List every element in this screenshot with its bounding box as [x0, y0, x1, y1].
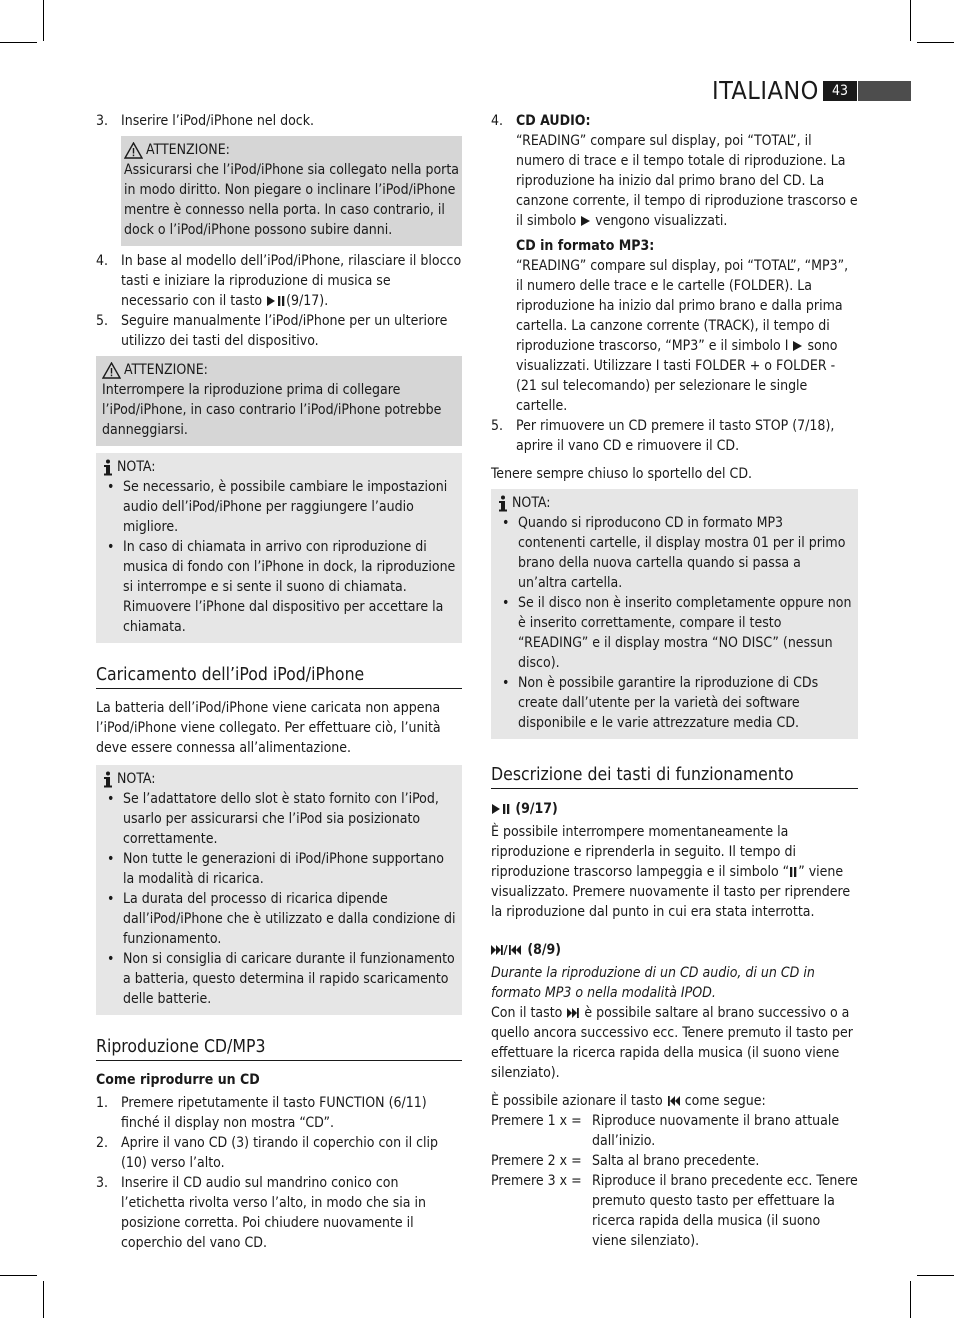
step-number: 4. — [491, 113, 504, 129]
page-number: 43 — [823, 81, 857, 101]
note-item: • Se necessario, è possibile cambiare le impostazioni audio dell’iPod/iPhone per raggiungere l’audio migliore. — [102, 477, 456, 537]
note-item: • Se il disco non è inserito completamente oppure non è inserito correttamente, compare il testo “READING” e il display mostra “NO DISC” (nessun disco). — [497, 593, 852, 673]
crop-mark — [910, 0, 911, 41]
crop-mark — [917, 1275, 954, 1276]
play-pause-icon — [491, 803, 511, 815]
cd-audio-title: CD AUDIO: — [516, 113, 591, 129]
note-item: • Non tutte le generazioni di iPod/iPhone supportano la modalità di ricarica. — [102, 849, 456, 889]
note-list — [102, 477, 456, 637]
crop-mark — [0, 1275, 37, 1276]
warning-box — [121, 136, 462, 246]
note-item: • Non è possibile garantire la riproduzione di CDs create dall’utente per la varietà dei software disponibile e le varie attrezzature media CD. — [497, 673, 852, 733]
press-row: Premere 2 x = Salta al brano precedente. — [491, 1153, 760, 1169]
prev-key-intro: È possibile azionare il tasto come segue: — [491, 1093, 766, 1109]
note-item: • Se l’adattatore dello slot è stato fornito con l’iPod, usarlo per assicurarsi che l’iPod sia posizionato correttamente. — [102, 789, 456, 849]
info-icon — [102, 459, 114, 476]
press-row: Premere 3 x = Riproduce il brano precedente ecc. Tenere premuto questo tasto per effettuare la ricerca rapida della musica (il suono viene silenziato). — [491, 1173, 858, 1249]
play-key-label: (9/17) — [491, 799, 858, 819]
note-item: • Quando si riproducono CD in formato MP3 contenenti cartelle, il display mostra 01 per il primo brano della nuova cartella quando si passa a un’altra cartella. — [497, 513, 852, 593]
skip-key-text: Con il tasto è possibile saltare al brano successivo o a quello ancora successivo ecc. Tenere premuto il tasto per effettuare la ricerca rapida della musica (il suono viene silenziato). — [491, 1005, 853, 1081]
press-row: Premere 1 x = Riproduce nuovamente il brano attuale dall’inizio. — [491, 1113, 840, 1149]
note-list — [102, 789, 456, 1009]
note-box — [96, 765, 462, 1015]
step-number: 5. — [96, 313, 109, 329]
warning-title: ATTENZIONE: — [102, 360, 456, 380]
cd-audio-text: “READING” compare sul display, poi “TOTAL”, il numero di trace e il tempo totale di riproduzione. La riproduzione ha inizio dal primo brano del CD. La canzone corrente, il tempo di riproduzione trascorso e il simbolo vengono visualizzati. — [516, 133, 858, 229]
section-heading-keys: Descrizione dei tasti di funzionamento — [491, 763, 858, 789]
step-text: Seguire manualmente l’iPod/iPhone per un ulteriore utilizzo dei tasti del dispositivo. — [121, 313, 448, 349]
step-text: Inserire l’iPod/iPhone nel dock. — [121, 113, 315, 129]
warning-text: Interrompere la riproduzione prima di collegare l’iPod/iPhone, in caso contrario l’iPod/iPhone potrebbe danneggiarsi. — [102, 382, 442, 438]
mp3-text: “READING” compare sul display, poi “TOTAL”, “MP3”, il numero delle trace e le cartelle (FOLDER). La riproduzione ha inizio dal primo brano e dalla prima cartella. La canzone corrente (TRACK), il tempo di riproduzione trascorso, “MP3” e il simbolo I sono visualizzati. Utilizzare I tasti FOLDER + o FOLDER - (21 sul telecomando) per selezionare le single cartelle. — [516, 258, 849, 414]
step-4-unlock: 4. In base al modello dell’iPod/iPhone, rilasciare il blocco tasti e iniziare la riproduzione di musica se necessario con il tasto (9/17). — [96, 253, 462, 309]
crop-mark — [43, 1281, 44, 1318]
note-item: • Non si consiglia di caricare durante il funzionamento a batteria, questo determina il rapido scaricamento delle batterie. — [102, 949, 456, 1009]
left-column — [96, 111, 462, 1253]
note-item: • In caso di chiamata in arrivo con riproduzione di musica di fondo con l’iPhone in dock, la riproduzione si interrompe e si sente il suono di chiamata. Rimuovere l’iPhone dal dispositivo per accettare la chiamata. — [102, 537, 456, 637]
note-title: NOTA: — [497, 493, 852, 513]
crop-mark — [0, 42, 37, 43]
play-icon — [792, 340, 803, 352]
note-item: • La durata del processo di ricarica dipende dall’iPod/iPhone che è utilizzato e dalla condizione di funzionamento. — [102, 889, 456, 949]
skip-key-italic: Durante la riproduzione di un CD audio, di un CD in formato MP3 o nella modalità IPOD. — [491, 965, 815, 1001]
step-number: 3. — [96, 113, 109, 129]
section-heading-cd-mp3: Riproduzione CD/MP3 — [96, 1035, 462, 1061]
play-pause-icon — [266, 295, 286, 307]
mp3-title: CD in formato MP3: — [516, 238, 655, 254]
next-prev-icon — [491, 944, 523, 956]
crop-mark — [917, 42, 954, 43]
note-box — [491, 489, 858, 739]
warning-box — [96, 356, 462, 446]
cd-step: 3. Inserire il CD audio sul mandrino conico con l’etichetta rivolta verso l’alto, in modo che sia in posizione corretta. Poi chiudere nuovamente il coperchio del vano CD. — [96, 1175, 426, 1251]
step-3-insert — [96, 111, 462, 131]
pause-icon — [789, 866, 798, 878]
keep-closed-text: Tenere sempre chiuso lo sportello del CD. — [491, 466, 753, 482]
subheading-how-to-play: Come riprodurre un CD — [96, 1072, 260, 1088]
section-heading-charging: Caricamento dell’iPod iPod/iPhone — [96, 663, 462, 689]
crop-mark — [43, 0, 44, 41]
step-number: 5. — [491, 418, 504, 434]
note-box — [96, 453, 462, 643]
crop-mark — [910, 1281, 911, 1318]
warning-text: Assicurarsi che l’iPod/iPhone sia collegato nella porta in modo diritto. Non piegare o inclinare l’iPod/iPhone mentre è connesso nella porta. In caso contrario, il dock o l’iPod/iPhone possono subire danni. — [124, 162, 459, 238]
warning-icon — [124, 142, 143, 159]
step-5-remove-cd: 5. Per rimuovere un CD premere il tasto STOP (7/18), aprire il vano CD e rimuovere il CD. — [491, 418, 835, 454]
cd-step: 2. Aprire il vano CD (3) tirando il coperchio con il clip (10) verso l’alto. — [96, 1135, 439, 1171]
page-language-title: ITALIANO — [712, 76, 819, 105]
play-icon — [580, 215, 591, 227]
warning-box-1-wrap — [96, 136, 462, 246]
step-number: 4. — [96, 253, 109, 269]
warning-icon — [102, 362, 121, 379]
next-icon — [566, 1007, 580, 1019]
header-bar — [858, 81, 911, 101]
right-column — [491, 111, 858, 1251]
cd-step: 1. Premere ripetutamente il tasto FUNCTION (6/11) finché il display non mostra “CD”. — [96, 1095, 427, 1131]
note-title: NOTA: — [102, 769, 456, 789]
press-table — [491, 1111, 858, 1251]
info-icon — [497, 495, 509, 512]
warning-title: ATTENZIONE: — [124, 140, 459, 160]
previous-icon — [667, 1095, 681, 1107]
play-key-text: È possibile interrompere momentaneamente la riproduzione e riprenderla in seguito. Il tempo di riproduzione trascorso lampeggia e il simbolo “ ” viene visualizzato. Premere nuovamente il tasto per riprendere la riproduzione dal punto in cui era stata interrotta. — [491, 824, 851, 920]
skip-key-label: (8/9) — [491, 940, 858, 960]
note-list — [497, 513, 852, 733]
info-icon — [102, 771, 114, 788]
note-title: NOTA: — [102, 457, 456, 477]
cd-steps — [96, 1093, 462, 1253]
charging-paragraph: La batteria dell’iPod/iPhone viene caricata non appena l’iPod/iPhone viene collegato. Per effettuare ciò, l’unità deve essere connessa all’alimentazione. — [96, 700, 441, 756]
step-4-cd-audio — [491, 111, 858, 416]
step-5-manual — [96, 311, 462, 351]
